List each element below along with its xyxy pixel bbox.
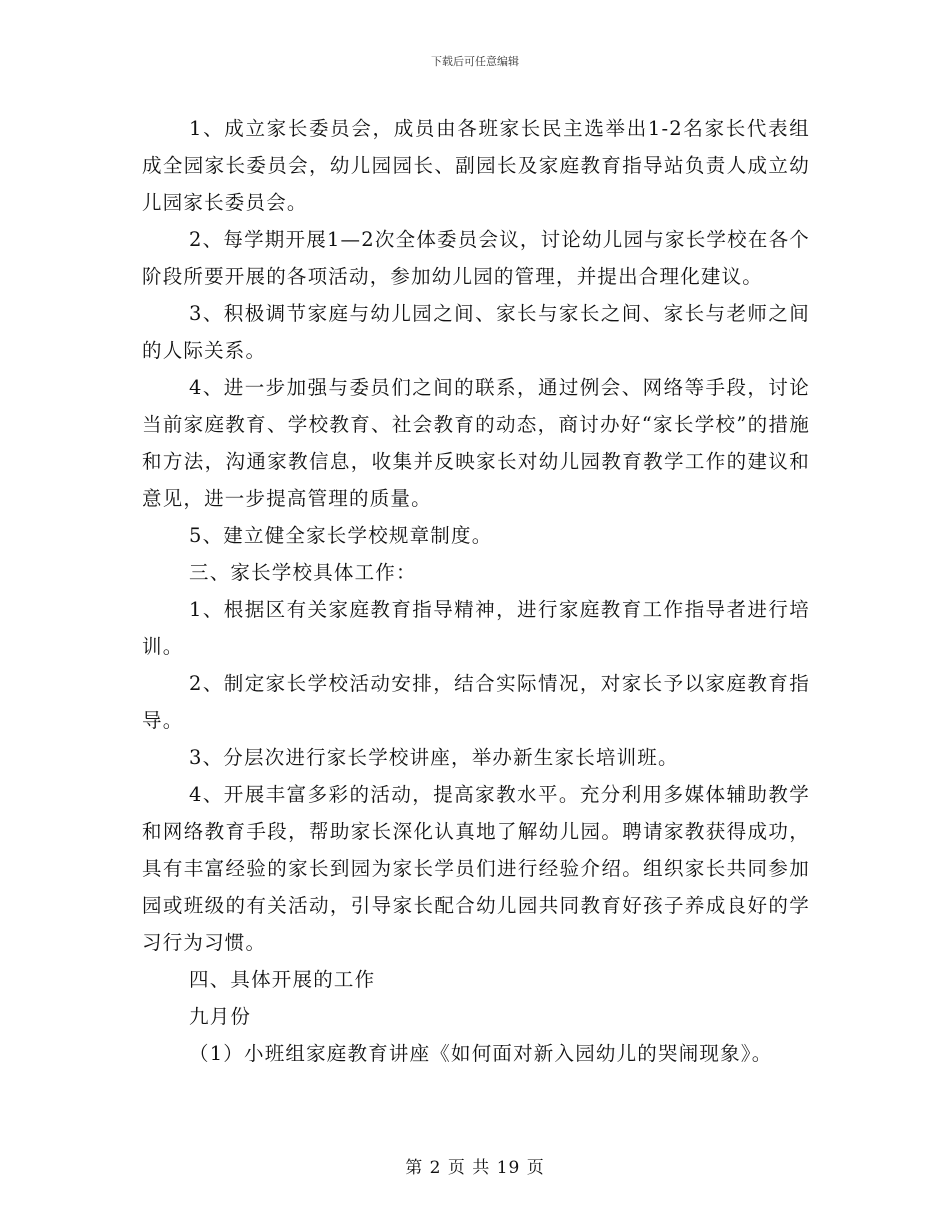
- paragraph: 1、成立家长委员会，成员由各班家长民主选举出1-2名家长代表组成全园家长委员会，幼儿园园长、副园长及家庭教育指导站负责人成立幼儿园家长委员会。: [142, 117, 810, 214]
- section-heading: 三、家长学校具体工作：: [189, 561, 417, 584]
- paragraph: 1、根据区有关家庭教育指导精神，进行家庭教育工作指导者进行培训。: [142, 598, 810, 658]
- paragraph: （1）小班组家庭教育讲座《如何面对新入园幼儿的哭闹现象》。: [189, 1042, 773, 1065]
- month-heading: 九月份: [189, 1005, 252, 1028]
- page-header: 下载后可任意编辑: [431, 55, 519, 68]
- paragraph: 2、制定家长学校活动安排，结合实际情况，对家长予以家庭教育指导。: [142, 672, 810, 732]
- paragraph: 3、积极调节家庭与幼儿园之间、家长与家长之间、家长与老师之间的人际关系。: [142, 302, 810, 362]
- page-footer: 第 2 页 共 19 页: [405, 1158, 545, 1178]
- section-heading: 四、具体开展的工作: [189, 968, 376, 991]
- paragraph: 4、开展丰富多彩的活动，提高家教水平。充分利用多媒体辅助教学和网络教育手段，帮助家长深化认真地了解幼儿园。聘请家教获得成功，具有丰富经验的家长到园为家长学员们进行经验介绍。组织家长共同参加园或班级的有关活动，引导家长配合幼儿园共同教育好孩子养成良好的学习行为习惯。: [142, 783, 810, 954]
- paragraph: 3、分层次进行家长学校讲座，举办新生家长培训班。: [189, 746, 679, 769]
- document-body: [142, 110, 810, 1072]
- paragraph: 4、进一步加强与委员们之间的联系，通过例会、网络等手段，讨论当前家庭教育、学校教育、社会教育的动态，商讨办好“家长学校”的措施和方法，沟通家教信息，收集并反映家长对幼儿园教育教学工作的建议和意见，进一步提高管理的质量。: [142, 376, 810, 510]
- paragraph: 5、建立健全家长学校规章制度。: [189, 524, 493, 547]
- paragraph: 2、每学期开展1—2次全体委员会议，讨论幼儿园与家长学校在各个阶段所要开展的各项活动，参加幼儿园的管理，并提出合理化建议。: [142, 228, 810, 288]
